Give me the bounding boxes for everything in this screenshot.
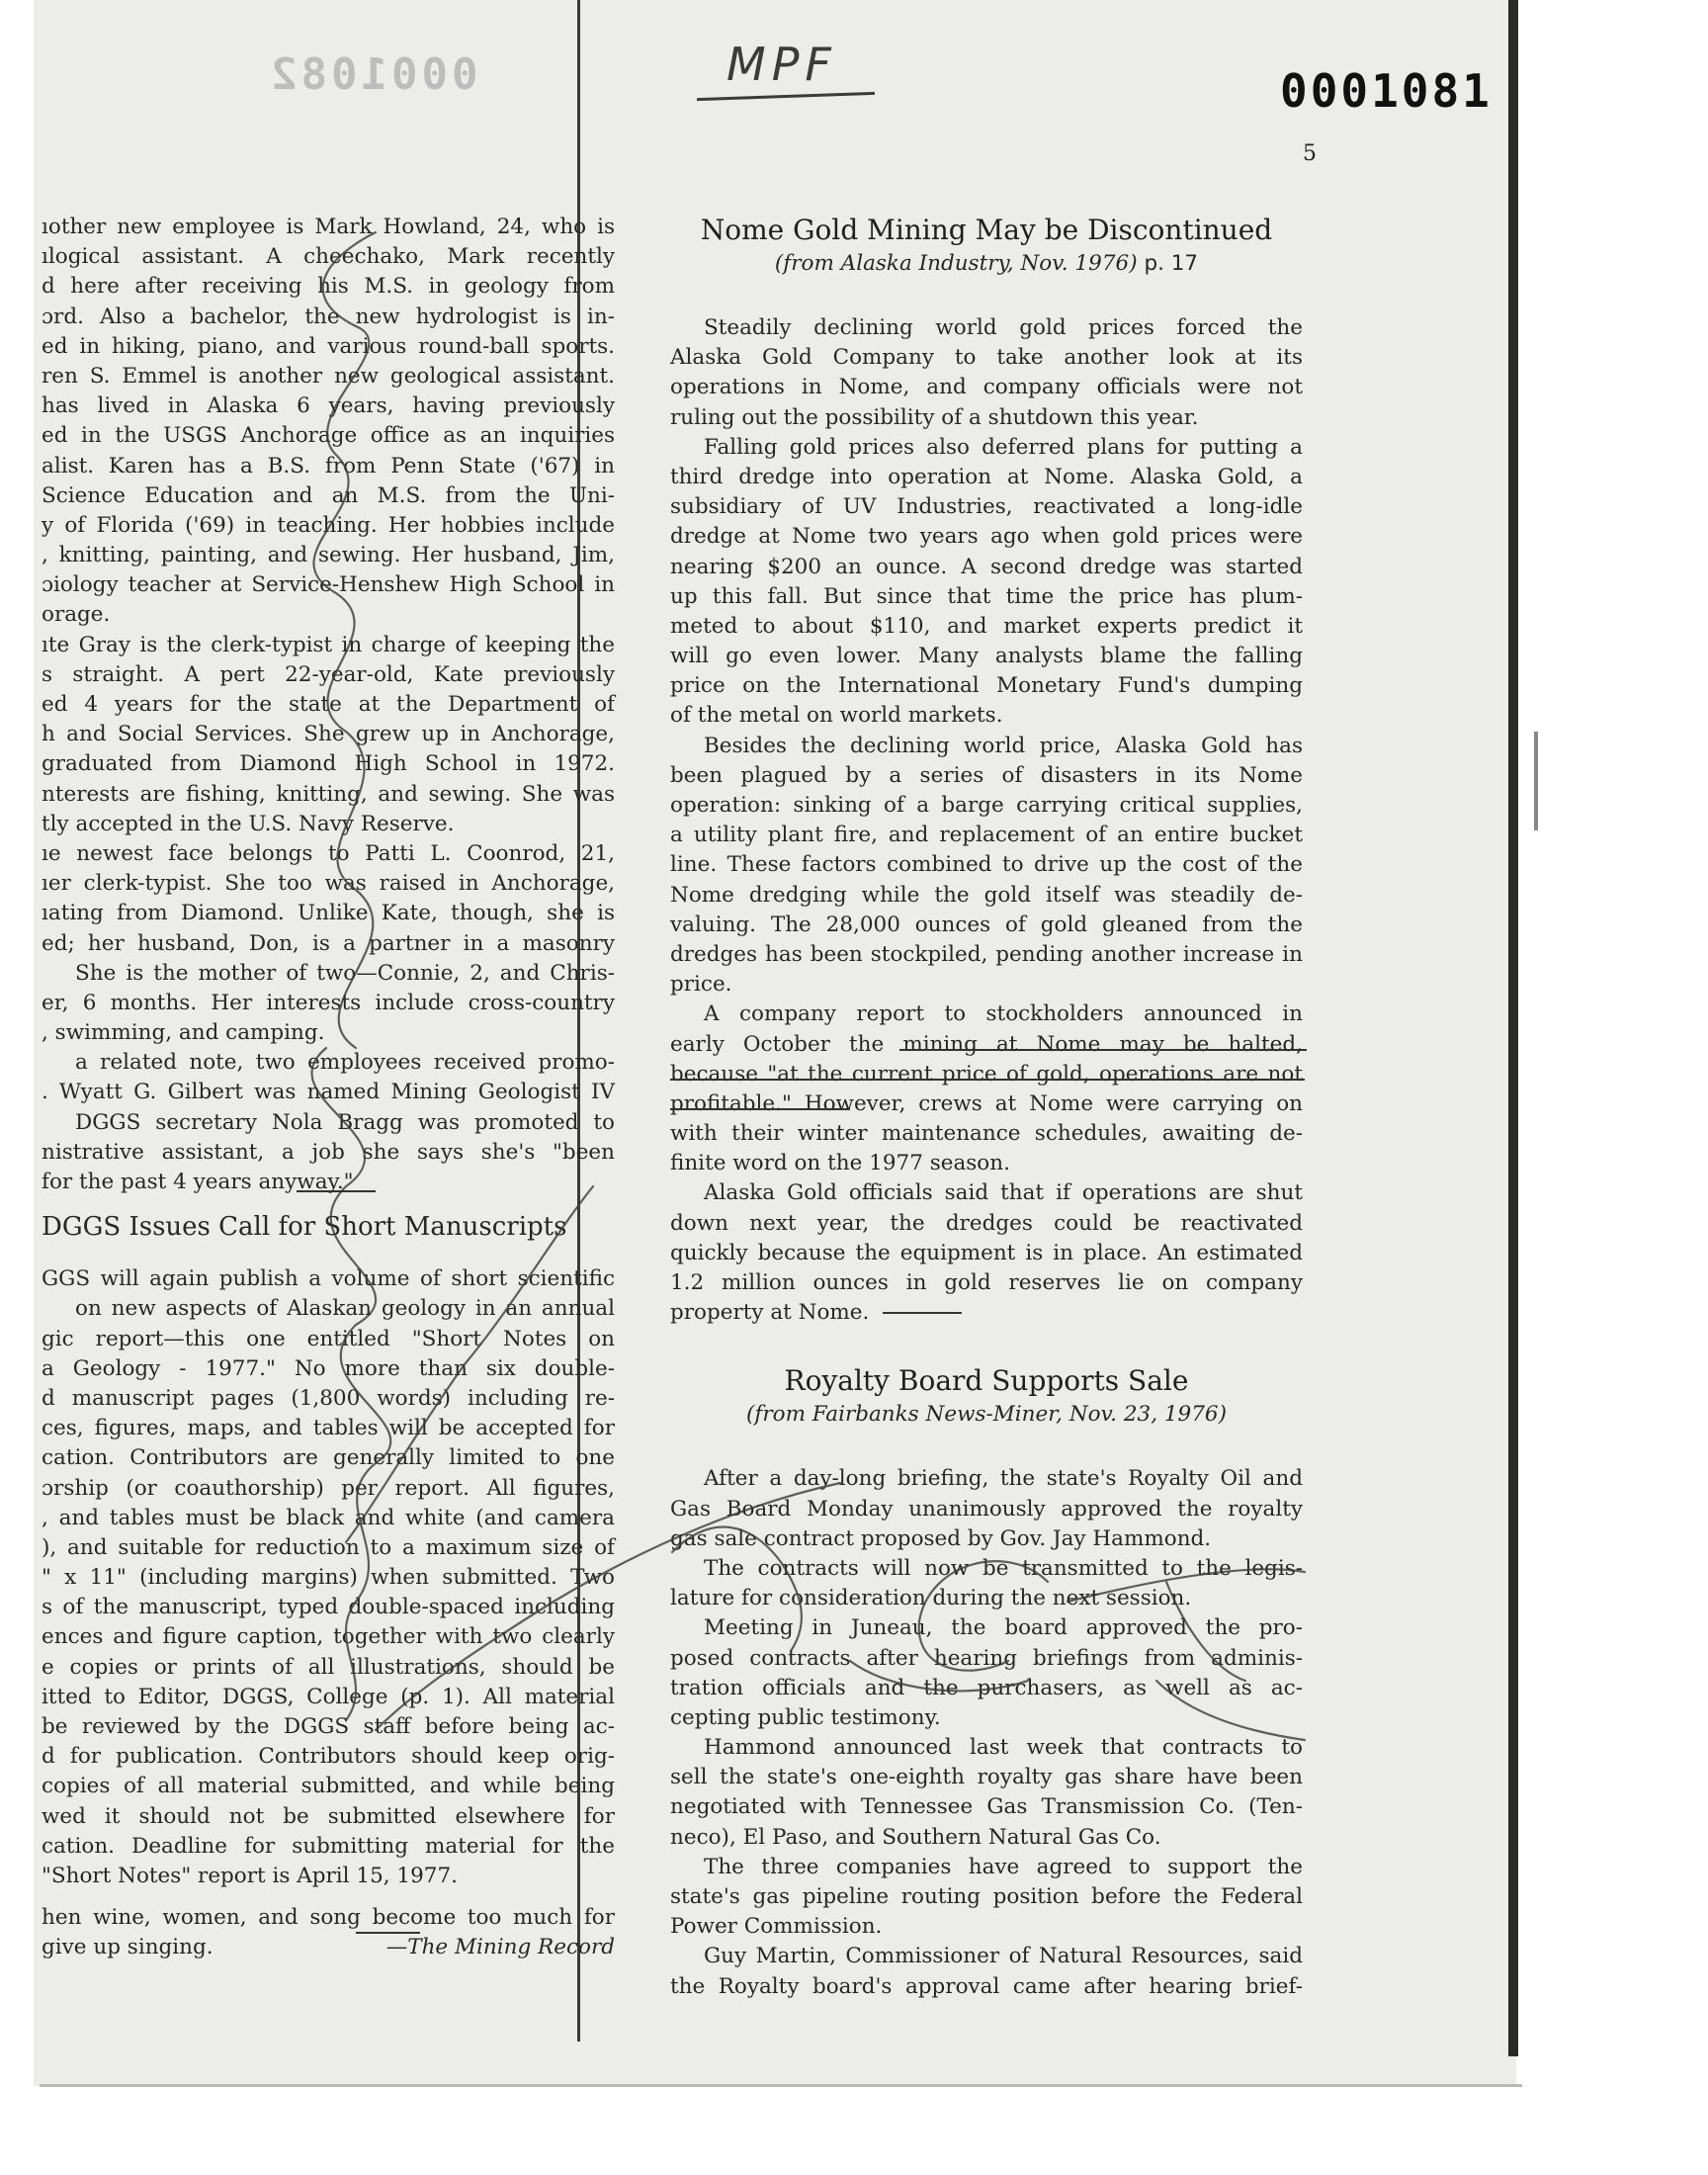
text-line: ed in hiking, piano, and various round-ball sports. <box>42 333 615 359</box>
text-line: Nome dredging while the gold itself was steadily de- <box>670 882 1303 908</box>
text-line: DGGS secretary Nola Bragg was promoted to <box>75 1109 615 1135</box>
text-line: copies of all material submitted, and while being <box>42 1774 615 1799</box>
text-line: Science Education and an M.S. from the Uni- <box>42 482 615 508</box>
text-line: After a day-long briefing, the state's Royalty Oil and <box>704 1466 1303 1492</box>
text-line: nearing $200 an ounce. A second dredge was started <box>670 554 1303 579</box>
text-line: ences and figure caption, together with two clearly <box>42 1624 615 1650</box>
text-line: operations in Nome, and company officials were not <box>670 375 1303 400</box>
text-line: ıe newest face belongs to Patti L. Coonrod, 21, <box>42 840 615 866</box>
text-line: ed in the USGS Anchorage office as an inquiries <box>42 423 615 449</box>
text-line: ɔrd. Also a bachelor, the new hydrologist is in- <box>42 304 615 329</box>
text-line: early October the mining at Nome may be halted, <box>670 1031 1303 1057</box>
text-line: negotiated with Tennessee Gas Transmission Co. (Ten- <box>670 1794 1303 1820</box>
text-line: Gas Board Monday unanimously approved the royalty <box>670 1496 1303 1522</box>
text-line: alist. Karen has a B.S. from Penn State ('67) in <box>42 453 615 478</box>
text-line: ıother new employee is Mark Howland, 24, who is <box>42 215 615 239</box>
text-line: of the metal on world markets. <box>670 703 1003 729</box>
text-line: subsidiary of UV Industries, reactivated a long-idle <box>670 494 1303 520</box>
text-line: finite word on the 1977 season. <box>670 1151 1010 1176</box>
text-line: a Geology - 1977." No more than six double- <box>42 1355 615 1381</box>
text-line: valuing. The 28,000 ounces of gold gleaned from the <box>670 912 1303 937</box>
text-line: Besides the declining world price, Alaska Gold has <box>704 733 1303 758</box>
text-line: Meeting in Juneau, the board approved the pro- <box>704 1615 1303 1641</box>
text-line: dredge at Nome two years ago when gold prices were <box>670 524 1303 550</box>
text-line: orage. <box>42 602 111 628</box>
text-line: s straight. A pert 22-year-old, Kate previously <box>42 661 615 687</box>
text-line: . Wyatt G. Gilbert was named Mining Geologist IV <box>42 1080 615 1105</box>
article-source <box>670 248 1303 280</box>
text-line: up this fall. But since that time the price has plum- <box>670 583 1303 609</box>
page-bottom-edge <box>40 2084 1522 2087</box>
text-line: wed it should not be submitted elsewhere for <box>42 1803 615 1829</box>
text-line: ılogical assistant. A cheechako, Mark recently <box>42 244 615 270</box>
text-line: meted to about $110, and market experts predict it <box>670 613 1303 639</box>
article-end-rule <box>883 1312 962 1314</box>
text-line: will go even lower. Many analysts blame the falling <box>670 644 1303 669</box>
text-line: cation. Contributors are generally limited to one <box>42 1445 615 1471</box>
page-edge-shadow <box>1508 0 1518 2056</box>
text-line: operation: sinking of a barge carrying critical supplies, <box>670 793 1303 818</box>
left-column <box>42 213 615 1963</box>
text-line: ɔiology teacher at Service-Henshew High School in <box>42 572 615 598</box>
text-line: graduated from Diamond High School in 1972. <box>42 751 615 777</box>
text-line: A company report to stockholders announced in <box>704 1001 1303 1027</box>
text-line: dredges has been stockpiled, pending another increase in <box>670 941 1303 967</box>
text-line: ces, figures, maps, and tables will be accepted for <box>42 1416 615 1441</box>
filler-attribution: —The Mining Record <box>385 1935 615 1960</box>
text-line: has lived in Alaska 6 years, having previously <box>42 393 615 419</box>
text-line: ed; her husband, Don, is a partner in a masonry <box>42 930 615 956</box>
text-line: posed contracts after hearing briefings from adminis- <box>670 1645 1303 1671</box>
page-number: 5 <box>1303 141 1317 166</box>
text-line: Alaska Gold Company to take another look at its <box>670 345 1303 371</box>
right-column <box>670 213 1303 2002</box>
text-line: nterests are fishing, knitting, and sewing. She was <box>42 781 615 807</box>
text-line: The three companies have agreed to support the <box>704 1854 1303 1879</box>
text-line: h and Social Services. She grew up in Anchorage, <box>42 722 615 747</box>
text-line: price. <box>670 972 732 998</box>
text-line: ıte Gray is the clerk-typist in charge of keeping the <box>42 632 615 657</box>
article-source-text: (from Alaska Industry, Nov. 1976) <box>774 251 1138 276</box>
call-for-manuscripts-text <box>42 1264 615 1891</box>
text-line: gic report—this one entitled "Short Notes on <box>42 1326 615 1351</box>
text-line: d for publication. Contributors should keep orig- <box>42 1744 615 1770</box>
text-line: " x 11" (including margins) when submitted. Two <box>42 1565 615 1591</box>
article-body <box>670 1464 1303 2001</box>
text-line: Falling gold prices also deferred plans for putting a <box>704 434 1303 460</box>
text-line: tration officials and the purchasers, as well as ac- <box>670 1675 1303 1700</box>
text-line: Alaska Gold officials said that if operations are shut <box>704 1180 1303 1206</box>
article-title: Royalty Board Supports Sale <box>784 1364 1189 1398</box>
text-line: sell the state's one-eighth royalty gas share have been <box>670 1765 1303 1790</box>
text-line: The contracts will now be transmitted to the legis- <box>704 1555 1303 1581</box>
text-line: y of Florida ('69) in teaching. Her hobbies include <box>42 512 615 538</box>
margin-mark <box>1534 732 1538 830</box>
document-stamp-number: 0001081 <box>1280 64 1493 118</box>
text-line: , and tables must be black and white (and camera <box>42 1505 615 1530</box>
staff-bios <box>42 213 615 1197</box>
text-line: , knitting, painting, and sewing. Her husband, Jim, <box>42 543 615 568</box>
text-line: cation. Deadline for submitting material for the <box>42 1833 615 1859</box>
text-line: a utility plant fire, and replacement of an entire bucket <box>670 823 1303 848</box>
text-line: gas sale contract proposed by Gov. Jay Hammond. <box>670 1525 1212 1551</box>
text-line: with their winter maintenance schedules, awaiting de- <box>670 1121 1303 1147</box>
article-source: (from Fairbanks News-Miner, Nov. 23, 1976) <box>746 1402 1227 1428</box>
text-line: state's gas pipeline routing position before the Federal <box>670 1884 1303 1909</box>
text-line: nistrative assistant, a job she says she's "been <box>42 1139 615 1165</box>
handwritten-page-annotation: p. 17 <box>1144 251 1199 276</box>
text-line: be reviewed by the DGGS staff before being ac- <box>42 1714 615 1739</box>
text-line: ruling out the possibility of a shutdown this year. <box>670 404 1199 430</box>
text-line: the Royalty board's approval came after hearing brief- <box>670 1973 1303 1999</box>
handwritten-note: MPF <box>726 38 837 91</box>
article-title: Nome Gold Mining May be Discontinued <box>700 214 1273 246</box>
text-line: tly accepted in the U.S. Navy Reserve. <box>42 811 455 836</box>
text-line: neco), El Paso, and Southern Natural Gas Co. <box>670 1824 1161 1850</box>
text-line: s of the manuscript, typed double-spaced including <box>42 1595 615 1620</box>
text-line: e copies or prints of all illustrations, should be <box>42 1654 615 1680</box>
text-line: for the past 4 years anyway." <box>42 1170 354 1194</box>
text-line: profitable." However, crews at Nome were carrying on <box>670 1090 1303 1116</box>
section-heading: DGGS Issues Call for Short Manuscripts <box>42 1212 567 1243</box>
text-line: Steadily declining world gold prices forced the <box>704 315 1303 340</box>
text-line: on new aspects of Alaskan geology in an annual <box>75 1296 615 1322</box>
text-line: quickly because the equipment is in place. An estimated <box>670 1240 1303 1265</box>
text-line: She is the mother of two—Connie, 2, and Chris- <box>75 960 615 986</box>
text-line: 1.2 million ounces in gold reserves lie on company <box>670 1270 1303 1295</box>
text-line: been plagued by a series of disasters in its Nome <box>670 762 1303 788</box>
text-line: "Short Notes" report is April 15, 1977. <box>42 1863 458 1888</box>
text-line: Hammond announced last week that contracts to <box>704 1735 1303 1761</box>
article-body <box>670 313 1303 1328</box>
text-line: ɔrship (or coauthorship) per report. All figures, <box>42 1475 615 1501</box>
text-line: Power Commission. <box>670 1914 883 1940</box>
text-line: because "at the current price of gold, operations are not <box>670 1061 1303 1087</box>
filler-line: hen wine, women, and song become too much for <box>42 1905 615 1931</box>
text-line: d here after receiving his M.S. in geology from <box>42 274 615 300</box>
text-line: itted to Editor, DGGS, College (p. 1). All material <box>42 1684 615 1709</box>
text-line: Guy Martin, Commissioner of Natural Resources, said <box>704 1944 1303 1969</box>
text-line: ed 4 years for the state at the Department of <box>42 692 615 717</box>
text-line: GGS will again publish a volume of short scientific <box>42 1266 615 1292</box>
text-line: ıer clerk-typist. She too was raised in Anchorage, <box>42 871 615 897</box>
text-line: down next year, the dredges could be reactivated <box>670 1210 1303 1236</box>
text-line: er, 6 months. Her interests include cross-country <box>42 990 615 1015</box>
text-line: ıating from Diamond. Unlike Kate, though, she is <box>42 901 615 926</box>
text-line: price on the International Monetary Fund's dumping <box>670 673 1303 699</box>
text-line: a related note, two employees received promo- <box>75 1050 615 1076</box>
filler-text: give up singing. <box>42 1935 214 1960</box>
text-line: line. These factors combined to drive up the cost of the <box>670 852 1303 878</box>
text-line: ), and suitable for reduction to a maximum size of <box>42 1534 615 1560</box>
filler-line-ending <box>42 1933 615 1962</box>
text-line: ren S. Emmel is another new geological assistant. <box>42 363 615 389</box>
text-line: third dredge into operation at Nome. Alaska Gold, a <box>670 464 1303 489</box>
text-line: , swimming, and camping. <box>42 1020 325 1046</box>
text-line: lature for consideration during the next session. <box>670 1586 1192 1611</box>
bleed-through-number: 0001082 <box>267 49 478 100</box>
text-line: d manuscript pages (1,800 words) including re- <box>42 1385 615 1411</box>
text-line: property at Nome. <box>670 1298 1303 1328</box>
text-line: cepting public testimony. <box>670 1704 941 1730</box>
